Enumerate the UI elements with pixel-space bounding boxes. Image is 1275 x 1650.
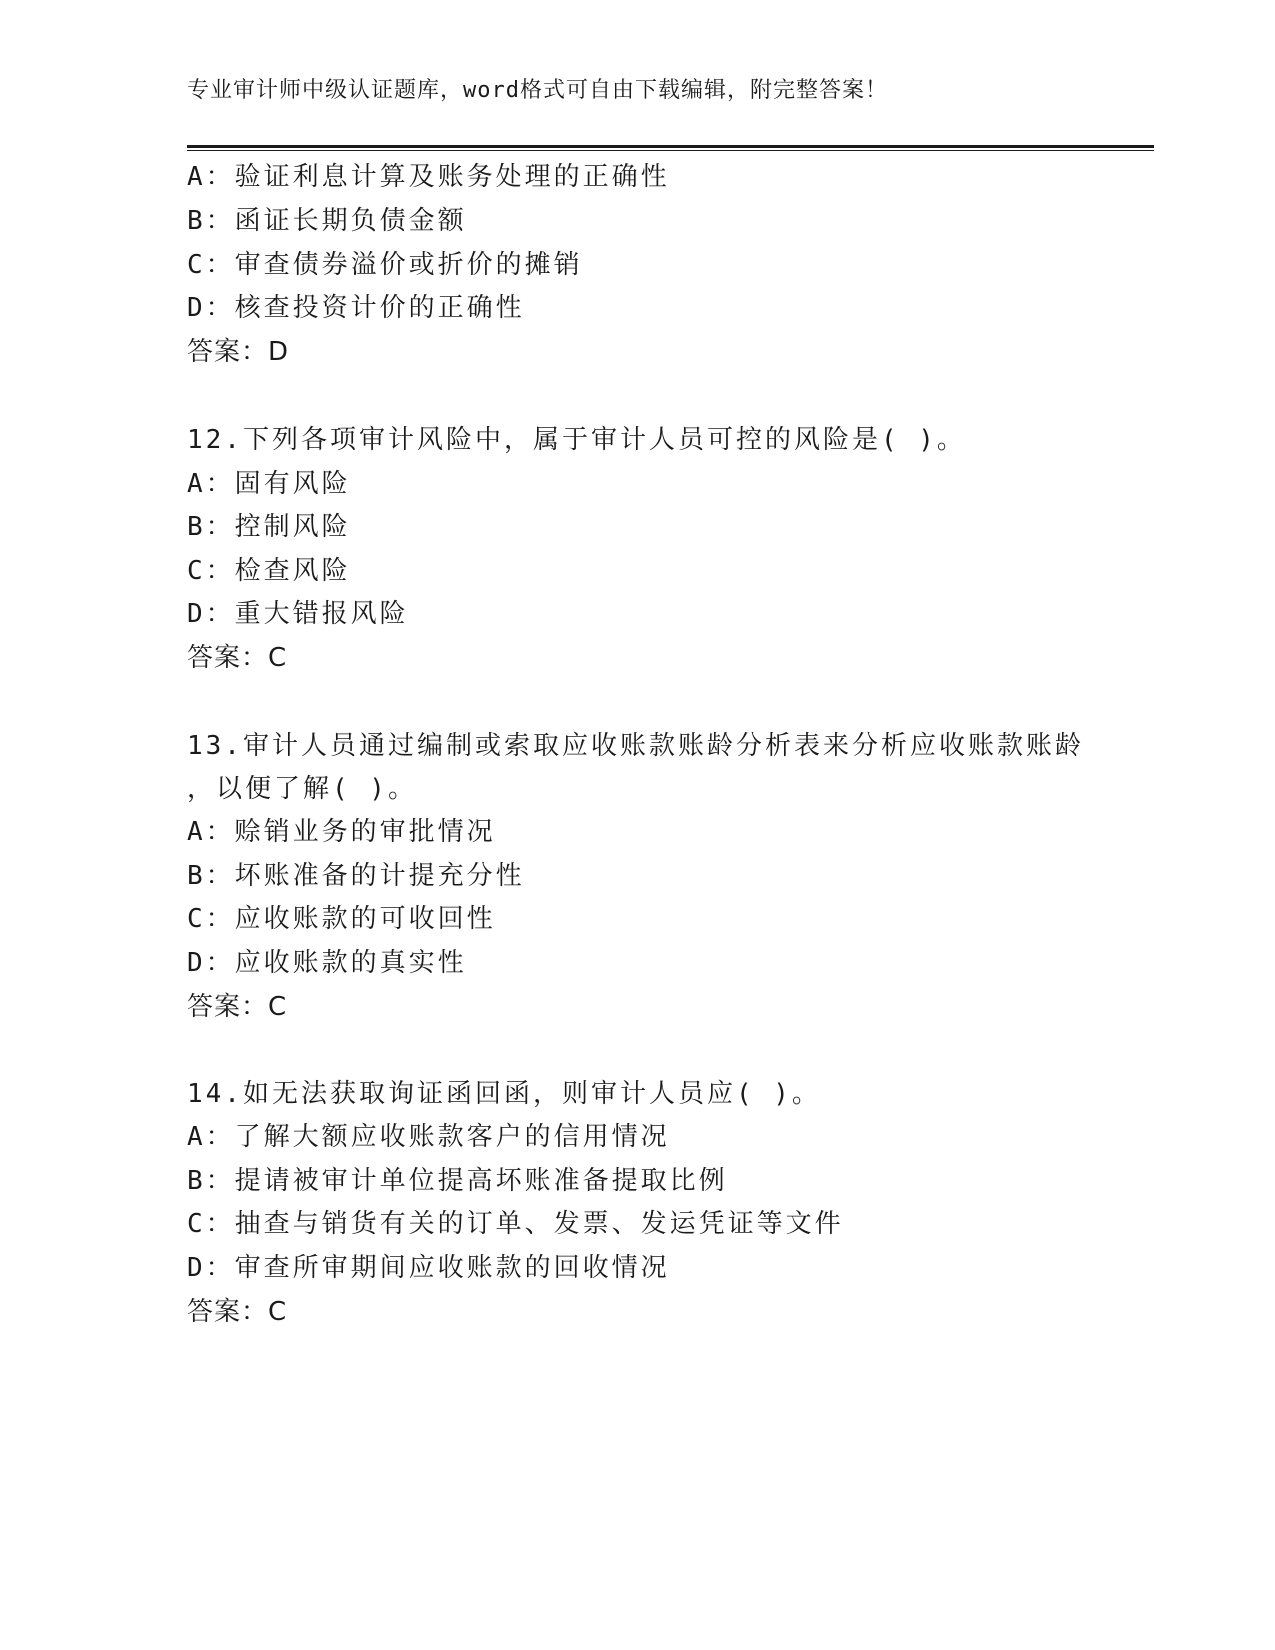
q14-option-b: B：提请被审计单位提高坏账准备提取比例 xyxy=(187,1166,728,1196)
q12-option-a: A：固有风险 xyxy=(187,469,351,499)
q12-stem: 12.下列各项审计风险中，属于审计人员可控的风险是( )。 xyxy=(187,425,966,455)
q13-answer: 答案：C xyxy=(187,992,288,1022)
q11-option-c: C：审查债券溢价或折价的摊销 xyxy=(187,250,583,280)
q14-option-c: C：抽查与销货有关的订单、发票、发运凭证等文件 xyxy=(187,1209,844,1239)
q14-stem: 14.如无法获取询证函回函，则审计人员应( )。 xyxy=(187,1079,821,1109)
q11-answer: 答案：D xyxy=(187,337,290,367)
q12-option-c: C：检查风险 xyxy=(187,556,351,586)
q12-answer: 答案：C xyxy=(187,643,288,673)
q14-option-d: D：审查所审期间应收账款的回收情况 xyxy=(187,1253,670,1283)
q13-option-b: B：坏账准备的计提充分性 xyxy=(187,861,525,891)
q11-option-b: B：函证长期负债金额 xyxy=(187,206,467,236)
q11-option-d: D：核查投资计价的正确性 xyxy=(187,293,525,323)
header-rule-thick xyxy=(187,145,1154,148)
q12-option-b: B：控制风险 xyxy=(187,512,351,542)
document-header: 专业审计师中级认证题库，word格式可自由下载编辑，附完整答案！ xyxy=(187,78,888,103)
q12-option-d: D：重大错报风险 xyxy=(187,599,409,629)
q14-answer: 答案：C xyxy=(187,1297,288,1327)
q11-option-a: A：验证利息计算及账务处理的正确性 xyxy=(187,162,670,192)
q13-stem-line1: 13.审计人员通过编制或索取应收账款账龄分析表来分析应收账款账龄 xyxy=(187,731,1084,761)
header-rule-thin xyxy=(187,150,1154,151)
q13-stem-line2: ，以便了解( )。 xyxy=(187,774,417,804)
q13-option-d: D：应收账款的真实性 xyxy=(187,948,467,978)
q13-option-c: C：应收账款的可收回性 xyxy=(187,904,496,934)
q13-option-a: A：赊销业务的审批情况 xyxy=(187,817,496,847)
q14-option-a: A：了解大额应收账款客户的信用情况 xyxy=(187,1122,670,1152)
